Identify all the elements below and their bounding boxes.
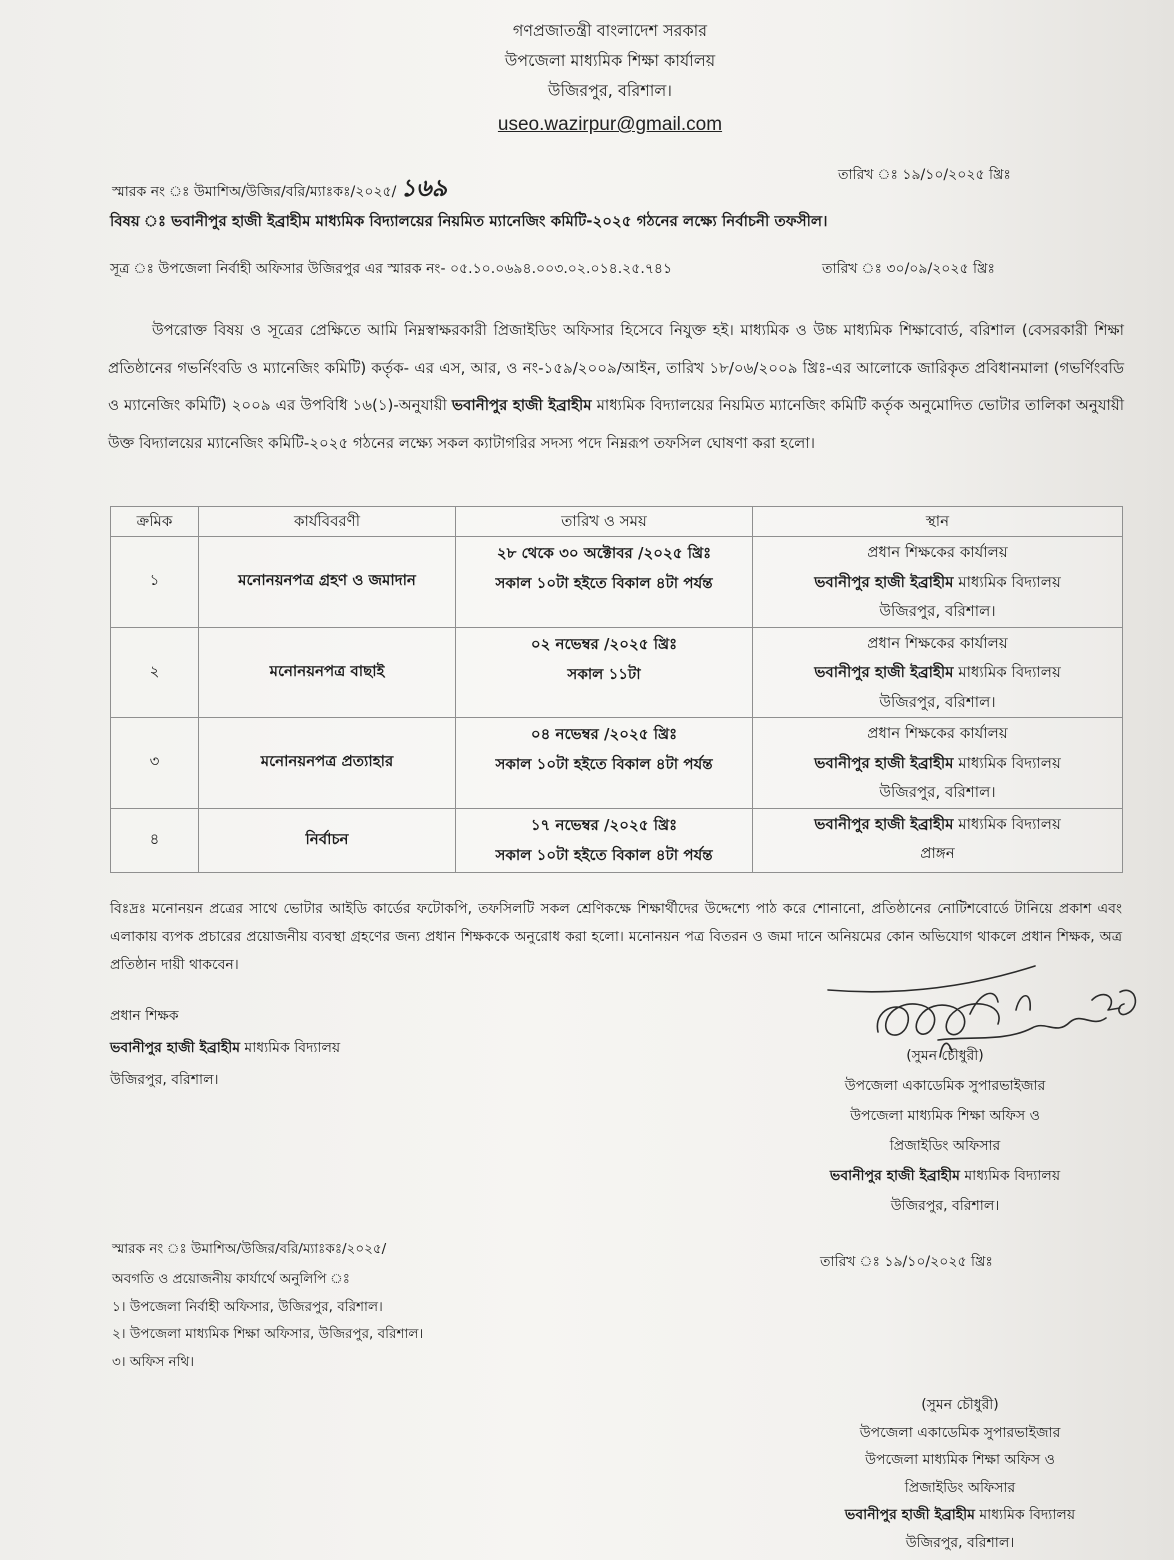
table-row: [111, 808, 1123, 872]
signatory-location: উজিরপুর, বরিশাল।: [890, 1198, 1000, 1214]
table-row: [111, 718, 1123, 809]
place-school-rest: মাধ্যমিক বিদ্যালয়: [953, 814, 1061, 833]
place-school-bold: ভবানীপুর হাজী ইব্রাহীম: [814, 663, 954, 681]
body-part-1: উপরোক্ত বিষয় ও সূত্রের প্রেক্ষিতে আমি নিম্নস্বাক্ষরকারী প্রিজাইডিং অফিসার হিসেবে নিযুক্ত হই। মাধ্যমিক ও উচ্চ মাধ্যমিক শিক্ষাবোর্ড, বরিশাল (বেসরকারী শিক্ষা প্রতিষ্ঠানের গভর্নিংবডি ও ম্যানেজিং কমিটি) কর্তৃক- এর এস, আর, ও নং-১৫৯/২০০৯/আইন, তারিখ ১৮/০৬/২০০৯ খ্রিঃ-এর আলোকে জারিকৃত প্রবিধানমালা (গভর্ণিংবডি ও ম্যানেজিং কমিটি) ২০০৯ এর উপবিধি ১৬(১)-অনুযায়ী: [108, 321, 1124, 414]
office-name: উপজেলা মাধ্যমিক শিক্ষা কার্যালয়: [504, 51, 716, 70]
reference-line: সূত্র ঃ উপজেলা নির্বাহী অফিসার উজিরপুর এর স্মারক নং- ০৫.১০.০৬৯৪.০০৩.০২.০১৪.২৫.৭৪১: [110, 261, 673, 277]
memo-handwritten-number: ১৬৯: [400, 173, 448, 202]
govt-title: গণপ্রজাতন্ত্রী বাংলাদেশ সরকার: [512, 21, 708, 40]
place-line-1: প্রধান শিক্ষকের কার্যালয়: [867, 543, 1008, 561]
recipient-school: [110, 1032, 340, 1064]
copy-list: [112, 1266, 423, 1376]
time-line: সকাল ১১টা: [567, 664, 641, 683]
time-line: সকাল ১০টা হইতে বিকাল ৪টা পর্যন্ত: [495, 574, 713, 592]
memo-date: তারিখ ঃ ১৯/১০/২০২৫ খ্রিঃ: [838, 167, 1011, 183]
header-activity: কার্যবিবরণী: [199, 507, 456, 537]
cell-place: [753, 718, 1123, 809]
place-school: [759, 658, 1116, 688]
signatory-title-3: প্রিজাইডিং অফিসার: [904, 1479, 1016, 1496]
place-school: [759, 749, 1116, 779]
signatory-name: (সুমন চৌধুরী): [906, 1048, 984, 1064]
cell-activity: মনোনয়নপত্র বাছাই: [199, 627, 456, 718]
signatory-title-1: উপজেলা একাডেমিক সুপারভাইজার: [844, 1078, 1046, 1094]
place-line-3: উজিরপুর, বরিশাল।: [879, 783, 996, 801]
office-email: useo.wazirpur@gmail.com: [497, 114, 723, 135]
cell-activity: মনোনয়নপত্র গ্রহণ ও জমাদান: [199, 537, 456, 628]
signatory-school-rest: মাধ্যমিক বিদ্যালয়: [959, 1168, 1061, 1184]
table-header-row: [111, 507, 1123, 537]
signatory-school: [745, 1161, 1145, 1191]
table-row: [111, 537, 1123, 628]
copy-heading: অবগতি ও প্রয়োজনীয় কার্যার্থে অনুলিপি ঃ: [112, 1271, 350, 1287]
body-paragraph: [108, 312, 1124, 462]
signatory-title-1: উপজেলা একাডেমিক সুপারভাইজার: [859, 1424, 1061, 1441]
note-paragraph: বিঃদ্রঃ মনোনয়ন প্রত্রের সাথে ভোটার আইডি কার্ডের ফটোকপি, তফসিলটি সকল শ্রেণিকক্ষে শিক্ষার্থীদের উদ্দেশ্যে পাঠ করে শোনানো, প্রতিষ্ঠানের নোটিশবোর্ডে টানিয়ে প্রকাশ এবং এলাকায় ব্যপক প্রচারের প্রয়োজনীয় ব্যবস্থা গ্রহণের জন্য প্রধান শিক্ষককে অনুরোধ করা হলো। মনোনয়ন পত্র বিতরন ও জমা দানে অনিয়মের কোন অভিযোগ থাকলে প্রধান শিক্ষক, অত্র প্রতিষ্ঠান দায়ী থাকবেন।: [110, 901, 1122, 973]
cell-serial: ৪: [111, 808, 199, 872]
header-date-time: তারিখ ও সময়: [456, 507, 753, 537]
cell-activity: মনোনয়নপত্র প্রত্যাহার: [199, 718, 456, 809]
date-line: ১৭ নভেম্বর /২০২৫ খ্রিঃ: [530, 815, 678, 834]
header-place: স্থান: [753, 507, 1123, 537]
place-school-bold: ভবানীপুর হাজী ইব্রাহীম: [814, 753, 954, 772]
signature-block: [745, 1041, 1145, 1221]
cell-place: [753, 627, 1123, 718]
recipient-school-bold: ভবানীপুর হাজী ইব্রাহীম: [110, 1040, 240, 1056]
body-school-name: ভবানীপুর হাজী ইব্রাহীম: [451, 396, 592, 414]
memo-date-2: তারিখ ঃ ১৯/১০/২০২৫ খ্রিঃ: [820, 1254, 993, 1270]
cell-date-time: [456, 537, 753, 628]
cell-serial: ১: [111, 537, 199, 628]
signatory-school: [760, 1502, 1160, 1530]
place-school-rest: মাধ্যমিক বিদ্যালয়: [953, 753, 1061, 772]
cell-date-time: [456, 718, 753, 809]
place-school-rest: মাধ্যমিক বিদ্যালয়: [953, 572, 1061, 591]
place-line-2: প্রাঙ্গন: [920, 844, 955, 862]
signatory-school-bold: ভবানীপুর হাজী ইব্রাহীম: [829, 1168, 960, 1184]
cell-serial: ২: [111, 627, 199, 718]
time-line: সকাল ১০টা হইতে বিকাল ৪টা পর্যন্ত: [495, 845, 713, 864]
date-line: ০২ নভেম্বর /২০২৫ খ্রিঃ: [530, 634, 678, 653]
date-line: ২৮ থেকে ৩০ অক্টোবর /২০২৫ খ্রিঃ: [496, 544, 712, 562]
time-line: সকাল ১০টা হইতে বিকাল ৪টা পর্যন্ত: [495, 755, 713, 773]
body-part-2: মাধ্যমিক বিদ্যালয়ের নিয়মিত ম্যানেজিং কমিটি কর্তৃক অনুমোদিত ভোটার তালিকা অনুযায়ী উক্ত বিদ্যালয়ের ম্যানেজিং কমিটি-২০২৫ গঠনের লক্ষ্যে সকল ক্যাটাগরির সদস্য পদে নিম্নরূপ তফসিল ঘোষণা করা হলো।: [108, 396, 1124, 452]
place-school: [759, 568, 1116, 598]
signatory-name: (সুমন চৌধুরী): [921, 1397, 999, 1413]
table-row: [111, 627, 1123, 718]
date-line: ০৪ নভেম্বর /২০২৫ খ্রিঃ: [530, 725, 678, 743]
cell-date-time: [456, 808, 753, 872]
memo-number-2: স্মারক নং ঃ উমাশিঅ/উজির/বরি/ম্যাঃকঃ/২০২৫/: [112, 1241, 387, 1257]
letterhead: [40, 16, 1174, 140]
cell-serial: ৩: [111, 718, 199, 809]
recipient-school-rest: মাধ্যমিক বিদ্যালয়: [239, 1040, 341, 1056]
signatory-title-2: উপজেলা মাধ্যমিক শিক্ষা অফিস ও: [865, 1452, 1055, 1468]
place-line-3: উজিরপুর, বরিশাল।: [879, 602, 996, 620]
memo-number: [112, 170, 447, 210]
signatory-location: উজিরপুর, বরিশাল।: [905, 1534, 1015, 1551]
place-line-1: প্রধান শিক্ষকের কার্যালয়: [867, 724, 1008, 742]
place-line-3: উজিরপুর, বরিশাল।: [879, 692, 996, 711]
recipient-location: উজিরপুর, বরিশাল।: [110, 1072, 219, 1088]
recipient-title: প্রধান শিক্ষক: [110, 1008, 179, 1024]
reference-date: তারিখ ঃ ৩০/০৯/২০২৫ খ্রিঃ: [822, 261, 995, 277]
list-item: ৩। অফিস নথি।: [112, 1353, 195, 1370]
place-school-bold: ভবানীপুর হাজী ইব্রাহীম: [814, 814, 954, 833]
signatory-school-rest: মাধ্যমিক বিদ্যালয়: [974, 1507, 1076, 1523]
election-schedule-table: [110, 506, 1123, 873]
cell-place: [753, 537, 1123, 628]
recipient-block: [110, 1000, 340, 1096]
place-school-rest: মাধ্যমিক বিদ্যালয়: [953, 663, 1061, 681]
cell-place: [753, 808, 1123, 872]
office-location: উজিরপুর, বরিশাল।: [547, 81, 673, 100]
signature-block-2: [760, 1392, 1160, 1557]
subject-line: বিষয় ঃ ভবানীপুর হাজী ইব্রাহীম মাধ্যমিক বিদ্যালয়ের নিয়মিত ম্যানেজিং কমিটি-২০২৫ গঠনের লক্ষ্যে নির্বাচনী তফসীল।: [110, 212, 828, 230]
signatory-school-bold: ভবানীপুর হাজী ইব্রাহীম: [844, 1507, 975, 1523]
place-school: [759, 810, 1116, 840]
place-school-bold: ভবানীপুর হাজী ইব্রাহীম: [814, 572, 954, 591]
header-serial: ক্রমিক: [111, 507, 199, 537]
list-item: ২। উপজেলা মাধ্যমিক শিক্ষা অফিসার, উজিরপুর, বরিশাল।: [112, 1326, 424, 1342]
signatory-title-2: উপজেলা মাধ্যমিক শিক্ষা অফিস ও: [850, 1108, 1040, 1124]
signatory-title-3: প্রিজাইডিং অফিসার: [889, 1138, 1001, 1154]
cell-activity: নির্বাচন: [199, 808, 456, 872]
list-item: ১। উপজেলা নির্বাহী অফিসার, উজিরপুর, বরিশাল।: [112, 1298, 383, 1315]
memo-label: স্মারক নং ঃ উমাশিঅ/উজির/বরি/ম্যাঃকঃ/২০২৫/: [112, 184, 397, 200]
cell-date-time: [456, 627, 753, 718]
place-line-1: প্রধান শিক্ষকের কার্যালয়: [867, 633, 1008, 652]
